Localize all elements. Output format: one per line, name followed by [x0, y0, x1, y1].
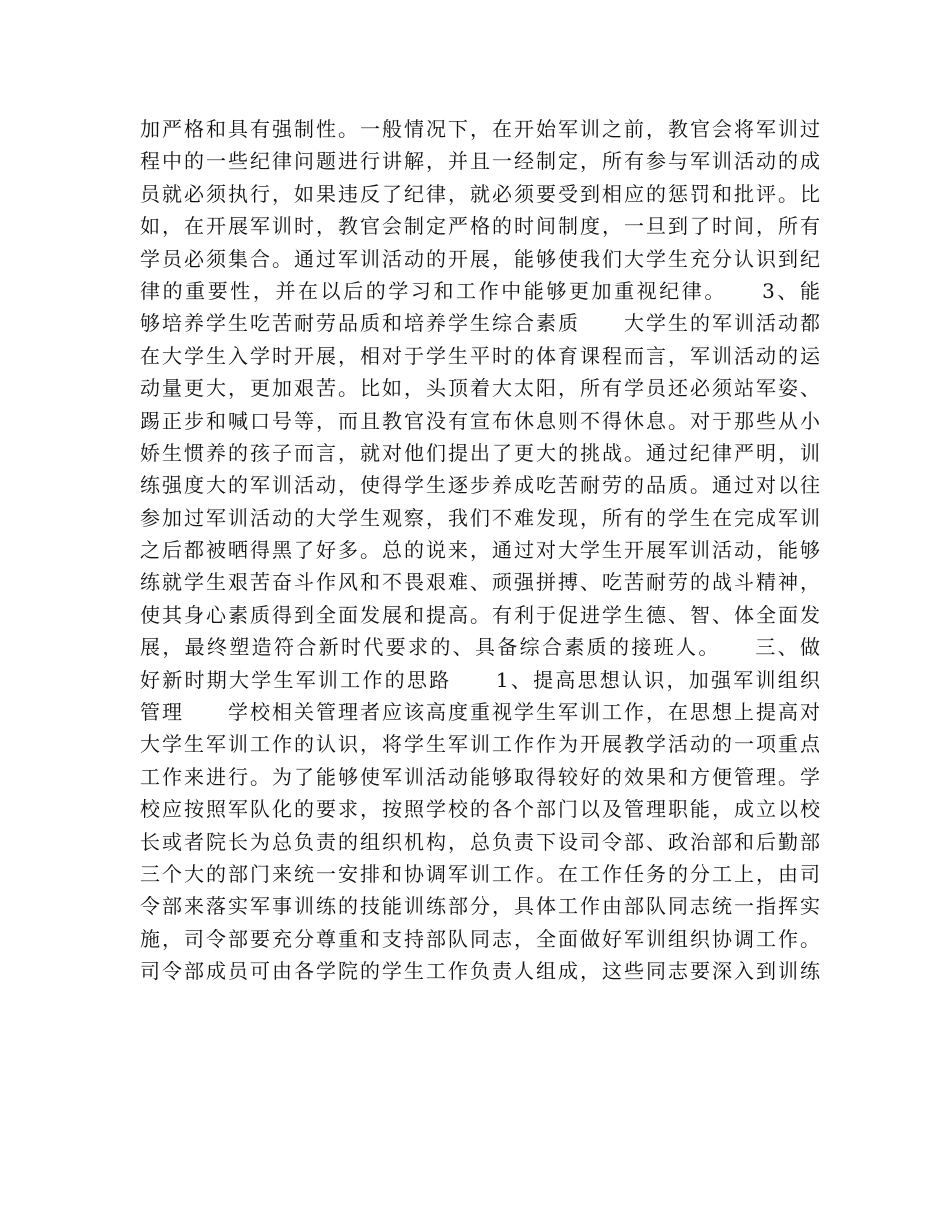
text-line: 程中的一些纪律问题进行讲解，并且一经制定，所有参与军训活动的成: [140, 149, 820, 174]
body-text: [140, 113, 820, 988]
text-line: 在大学生入学时开展，相对于学生平时的体育课程而言，军训活动的运: [140, 343, 820, 368]
text-line: 令部来落实军事训练的技能训练部分，具体工作由部队同志统一指挥实: [140, 894, 820, 919]
text-line: 够培养学生吃苦耐劳品质和培养学生综合素质 大学生的军训活动都: [140, 311, 820, 336]
text-line: 工作来进行。为了能够使军训活动能够取得较好的效果和方便管理。学: [140, 764, 820, 789]
text-line: 管理 学校相关管理者应该高度重视学生军训工作，在思想上提高对: [140, 700, 820, 725]
text-line: 使其身心素质得到全面发展和提高。有利于促进学生德、智、体全面发: [140, 602, 820, 627]
text-line: 动量更大，更加艰苦。比如，头顶着大太阳，所有学员还必须站军姿、: [140, 376, 820, 401]
text-line: 司令部成员可由各学院的学生工作负责人组成，这些同志要深入到训练: [140, 959, 820, 984]
text-line: 学员必须集合。通过军训活动的开展，能够使我们大学生充分认识到纪: [140, 246, 820, 271]
text-line: 之后都被晒得黑了好多。总的说来，通过对大学生开展军训活动，能够: [140, 538, 820, 563]
text-line: 踢正步和喊口号等，而且教官没有宣布休息则不得休息。对于那些从小: [140, 408, 820, 433]
text-line: 三个大的部门来统一安排和协调军训工作。在工作任务的分工上，由司: [140, 861, 820, 886]
text-line: 校应按照军队化的要求，按照学校的各个部门以及管理职能，成立以校: [140, 797, 820, 822]
text-line: 参加过军训活动的大学生观察，我们不难发现，所有的学生在完成军训: [140, 505, 820, 530]
text-line: 施，司令部要充分尊重和支持部队同志，全面做好军训组织协调工作。: [140, 926, 820, 951]
text-line: 好新时期大学生军训工作的思路 1、提高思想认识，加强军训组织: [140, 667, 820, 692]
text-line: 娇生惯养的孩子而言，就对他们提出了更大的挑战。通过纪律严明，训: [140, 440, 820, 465]
text-line: 大学生军训工作的认识，将学生军训工作作为开展教学活动的一项重点: [140, 732, 820, 757]
text-line: 加严格和具有强制性。一般情况下，在开始军训之前，教官会将军训过: [140, 117, 820, 141]
text-line: 员就必须执行，如果违反了纪律，就必须要受到相应的惩罚和批评。比: [140, 181, 820, 206]
text-line: 如，在开展军训时，教官会制定严格的时间制度，一旦到了时间，所有: [140, 214, 820, 239]
text-line: 练强度大的军训活动，使得学生逐步养成吃苦耐劳的品质。通过对以往: [140, 473, 820, 498]
text-line: 练就学生艰苦奋斗作风和不畏艰难、顽强拼搏、吃苦耐劳的战斗精神，: [140, 570, 820, 595]
text-line: 展，最终塑造符合新时代要求的、具备综合素质的接班人。 三、做: [140, 635, 820, 660]
text-line: 长或者院长为总负责的组织机构，总负责下设司令部、政治部和后勤部: [140, 829, 820, 854]
text-line: 律的重要性，并在以后的学习和工作中能够更加重视纪律。 3、能: [140, 278, 820, 303]
